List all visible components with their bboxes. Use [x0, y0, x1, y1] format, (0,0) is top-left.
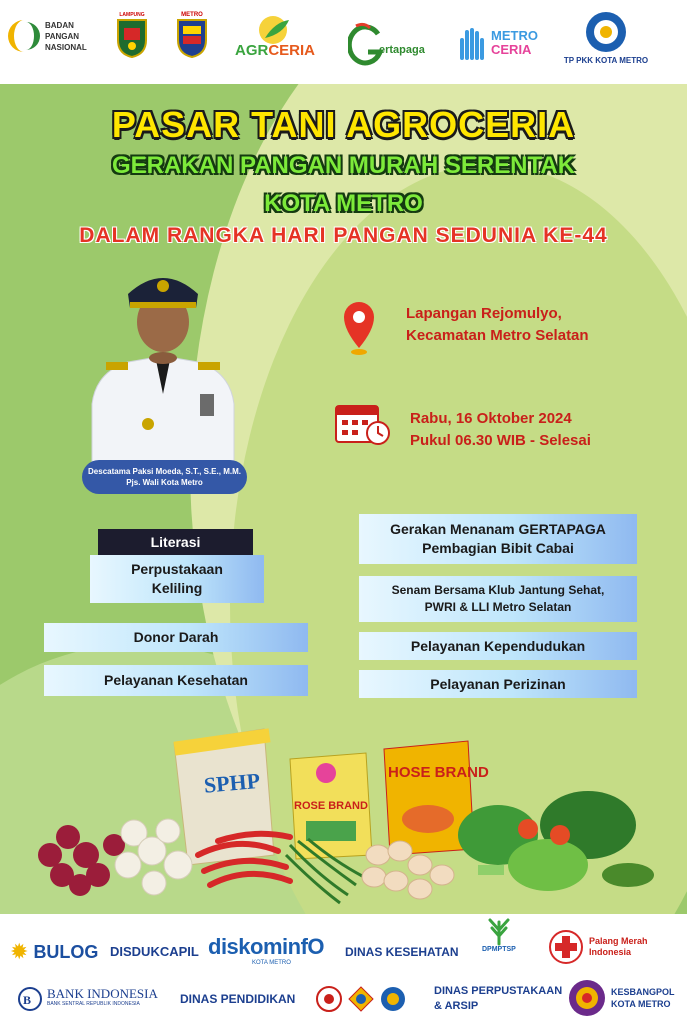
garlic-illustration — [115, 819, 192, 895]
activity-perizinan: Pelayanan Perizinan — [359, 670, 637, 698]
agroceria-text-b: CERIA — [268, 42, 316, 59]
lampung-logo — [116, 12, 148, 58]
pmi-line1: Palang Merah — [589, 936, 648, 946]
pmi-logo — [548, 929, 648, 965]
metro-shield-icon — [176, 18, 208, 58]
metro-logo — [176, 12, 208, 58]
dpmptsp-plant-icon — [484, 916, 514, 946]
hose-brand-label: HOSE BRAND — [388, 764, 489, 781]
dindik-logo — [180, 992, 295, 1006]
emblem-1-icon — [316, 986, 342, 1012]
location-pin-icon — [342, 300, 376, 356]
kesbangpol-emblem-icon — [568, 979, 606, 1017]
senam-line2: PWRI & LLI Metro Selatan — [424, 600, 572, 614]
diskominfo-text: diskominfO — [208, 934, 325, 959]
official-title: Pjs. Wali Kota Metro — [126, 478, 203, 487]
gertapaga-text: ertapaga — [379, 44, 425, 56]
emblem-2-icon — [348, 986, 374, 1012]
agroceria-sun-icon — [255, 12, 295, 46]
lampung-text: LAMPUNG — [119, 12, 145, 18]
pkk-logo — [560, 10, 652, 65]
bulog-star-icon: ✹ — [10, 939, 29, 964]
gertapaga-line1: Gerakan Menanam GERTAPAGA — [390, 521, 606, 537]
calendar-clock-icon — [334, 402, 392, 446]
literasi-label: Literasi — [98, 529, 253, 555]
title-kota-metro: KOTA METRO — [264, 190, 423, 217]
activity-perpustakaan — [90, 555, 264, 603]
agroceria-text-a: AGR — [235, 42, 269, 59]
bapanas-logo — [8, 18, 105, 54]
vegetables-illustration — [458, 791, 654, 891]
location-line1: Lapangan Rejomulyo, — [406, 305, 562, 322]
diskominfo-sub: KOTA METRO — [252, 960, 291, 966]
agroceria-logo — [235, 12, 315, 59]
kesbangpol-logo — [568, 979, 675, 1017]
title-pasar-tani: PASAR TANI AGROCERIA — [111, 104, 576, 145]
pmi-line2: Indonesia — [589, 947, 632, 957]
bi-sub: BANK SENTRAL REPUBLIK INDONESIA — [47, 1001, 140, 1007]
official-caption — [82, 460, 247, 494]
gertapaga-line2: Pembagian Bibit Cabai — [422, 540, 574, 556]
schedule-info — [410, 408, 591, 452]
rose-brand-label: ROSE BRAND — [294, 800, 368, 812]
schedule-line1: Rabu, 16 Oktober 2024 — [410, 410, 572, 427]
senam-line1: Senam Bersama Klub Jantung Sehat, — [391, 583, 605, 597]
metro-ceria-text-b: CERIA — [491, 42, 532, 57]
bapanas-icon — [8, 18, 40, 54]
location-info — [406, 303, 589, 347]
sphp-label: SPHP — [202, 767, 262, 798]
onions-illustration — [38, 825, 125, 896]
dpmptsp-logo — [482, 916, 516, 953]
official-name: Descatama Paksi Moeda, S.T., S.E., M.M. — [88, 467, 241, 476]
official-portrait — [88, 264, 238, 469]
metro-text: METRO — [181, 12, 203, 18]
activity-pelayanan-kesehatan: Pelayanan Kesehatan — [44, 665, 308, 696]
kesbangpol-line1: KESBANGPOL — [611, 987, 675, 997]
lampung-shield-icon — [116, 18, 148, 58]
location-line2: Kecamatan Metro Selatan — [406, 327, 589, 344]
dinperpus-line1: DINAS PERPUSTAKAAN — [434, 985, 563, 997]
footer-logo-bar — [0, 914, 687, 1024]
pkk-emblem-icon — [584, 10, 628, 54]
activity-donor-darah: Donor Darah — [44, 623, 308, 652]
schedule-line2: Pukul 06.30 WIB - Selesai — [410, 432, 591, 449]
title-gerakan-pangan: GERAKAN PANGAN MURAH SERENTAK — [111, 152, 576, 179]
bulog-logo — [10, 941, 98, 963]
bi-emblem-icon — [18, 987, 42, 1011]
perpustakaan-line1: Perpustakaan — [131, 561, 223, 577]
gertapaga-logo — [348, 22, 425, 66]
activity-gertapaga — [359, 514, 637, 564]
metro-ceria-logo — [456, 26, 538, 60]
dinperpus-line2: & ARSIP — [434, 1000, 479, 1012]
activity-kependudukan: Pelayanan Kependudukan — [359, 632, 637, 660]
dindik-text: DINAS PENDIDIKAN — [180, 992, 296, 1006]
pkk-text: TP PKK KOTA METRO — [563, 56, 649, 65]
disdukcapil-text: DISDUKCAPIL — [110, 944, 199, 959]
dinperpus-logo — [434, 984, 562, 1014]
bank-indonesia-logo — [18, 987, 158, 1011]
diskominfo-logo — [208, 934, 324, 966]
perpustakaan-line2: Keliling — [151, 580, 203, 596]
bi-text: BANK INDONESIA — [47, 986, 158, 1001]
metro-ceria-text-a: METRO — [491, 28, 538, 43]
groceries-illustration — [28, 725, 668, 915]
emblem-group — [316, 986, 406, 1012]
bulog-text: BULOG — [33, 941, 99, 962]
title-hari-pangan: DALAM RANGKA HARI PANGAN SEDUNIA KE-44 — [79, 224, 608, 247]
dinkes-text: DINAS KESEHATAN — [345, 945, 459, 959]
bapanas-text: BADAN PANGAN NASIONAL — [45, 20, 87, 52]
header-logo-bar — [0, 0, 687, 84]
activity-senam — [359, 576, 637, 622]
dinkes-logo — [345, 945, 459, 959]
dpmptsp-text: DPMPTSP — [482, 946, 516, 953]
disdukcapil-logo — [110, 944, 199, 959]
red-cross-icon — [548, 929, 584, 965]
emblem-3-icon — [380, 986, 406, 1012]
svg-text:B: B — [23, 993, 32, 1007]
hand-icon — [456, 26, 486, 60]
kesbangpol-line2: KOTA METRO — [611, 999, 671, 1009]
